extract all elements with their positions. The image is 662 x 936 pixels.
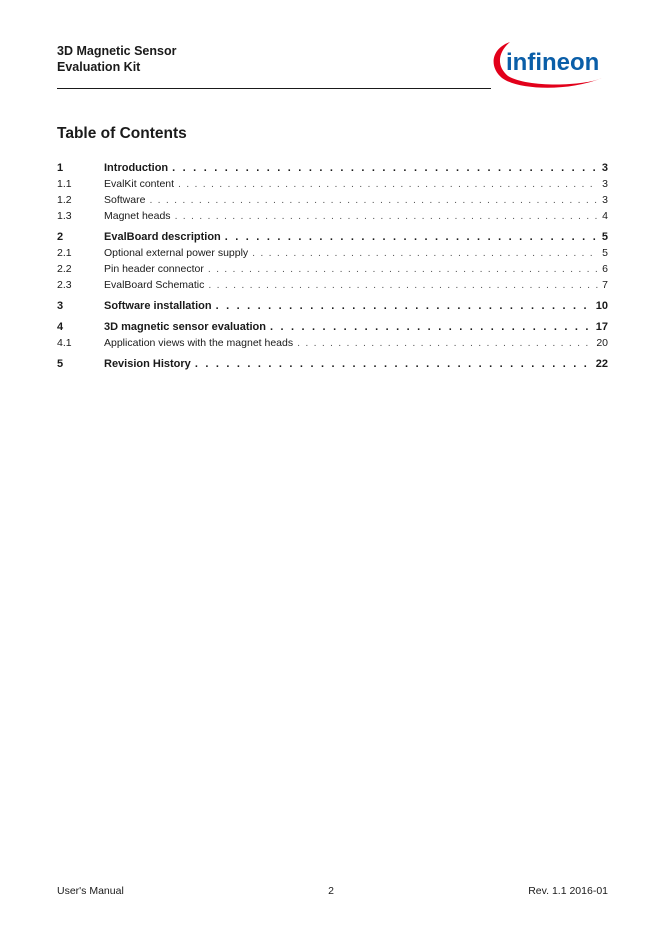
header-divider	[57, 88, 491, 89]
logo-wordmark: infineon	[506, 49, 600, 76]
toc-entry[interactable]	[57, 176, 608, 192]
toc-entry-number: 1	[57, 162, 64, 174]
toc-entry-page: 10	[595, 300, 608, 312]
toc-entry-page: 17	[595, 321, 608, 333]
toc-entry-page: 3	[601, 162, 608, 174]
toc-entry-number: 2.1	[57, 247, 72, 259]
toc-entry-number: 4	[57, 321, 64, 333]
table-of-contents	[57, 160, 608, 372]
toc-entry[interactable]	[57, 298, 608, 314]
toc-leader-dots	[208, 261, 598, 277]
toc-entry-page: 6	[602, 263, 608, 275]
toc-heading: Table of Contents	[57, 125, 187, 142]
toc-entry-label: EvalKit content	[104, 178, 175, 190]
toc-entry[interactable]	[57, 245, 608, 261]
toc-leader-dots	[178, 176, 598, 192]
toc-entry-number: 3	[57, 300, 64, 312]
footer-page-number: 2	[328, 885, 334, 897]
toc-leader-dots	[208, 277, 598, 293]
toc-entry[interactable]	[57, 229, 608, 245]
toc-leader-dots	[297, 335, 592, 351]
toc-entry-label: Software installation	[104, 300, 212, 312]
document-title	[57, 43, 176, 75]
toc-leader-dots	[149, 192, 598, 208]
toc-entry-number: 1.2	[57, 194, 72, 206]
document-title-line2: Evaluation Kit	[57, 60, 141, 74]
toc-entry-number: 1.1	[57, 178, 72, 190]
document-title-line1: 3D Magnetic Sensor	[57, 44, 177, 58]
toc-entry-number: 2.3	[57, 279, 72, 291]
toc-entry-number: 2.2	[57, 263, 72, 275]
toc-entry-label: Introduction	[104, 162, 169, 174]
toc-entry-page: 3	[602, 178, 608, 190]
toc-entry[interactable]	[57, 192, 608, 208]
toc-entry-label: Application views with the magnet heads	[104, 337, 294, 349]
toc-entry-label: Software	[104, 194, 146, 206]
toc-entry-page: 5	[601, 231, 608, 243]
toc-entry-number: 5	[57, 358, 64, 370]
toc-entry-number: 4.1	[57, 337, 72, 349]
toc-entry-page: 4	[602, 210, 608, 222]
toc-entry[interactable]	[57, 319, 608, 335]
toc-entry-number: 1.3	[57, 210, 72, 222]
toc-entry-label: Revision History	[104, 358, 191, 370]
footer-revision: Rev. 1.1 2016-01	[528, 885, 608, 897]
toc-entry[interactable]	[57, 160, 608, 176]
toc-leader-dots	[225, 229, 598, 245]
toc-entry[interactable]	[57, 335, 608, 351]
toc-entry[interactable]	[57, 356, 608, 372]
toc-entry-label: Magnet heads	[104, 210, 171, 222]
toc-entry[interactable]	[57, 277, 608, 293]
toc-entry-page: 20	[596, 337, 608, 349]
toc-entry-label: EvalBoard description	[104, 231, 221, 243]
toc-entry[interactable]	[57, 261, 608, 277]
toc-entry-label: Pin header connector	[104, 263, 204, 275]
toc-leader-dots	[252, 245, 598, 261]
toc-entry-page: 22	[595, 358, 608, 370]
toc-entry-page: 7	[602, 279, 608, 291]
infineon-logo	[488, 36, 612, 90]
toc-leader-dots	[216, 298, 592, 314]
toc-leader-dots	[172, 160, 598, 176]
toc-leader-dots	[195, 356, 592, 372]
toc-entry-page: 5	[602, 247, 608, 259]
toc-entry-number: 2	[57, 231, 64, 243]
toc-entry-label: 3D magnetic sensor evaluation	[104, 321, 266, 333]
toc-entry-label: Optional external power supply	[104, 247, 249, 259]
toc-leader-dots	[175, 208, 599, 224]
toc-entry-label: EvalBoard Schematic	[104, 279, 205, 291]
toc-entry-page: 3	[602, 194, 608, 206]
toc-leader-dots	[270, 319, 592, 335]
toc-entry[interactable]	[57, 208, 608, 224]
footer-doc-type: User's Manual	[57, 885, 124, 897]
